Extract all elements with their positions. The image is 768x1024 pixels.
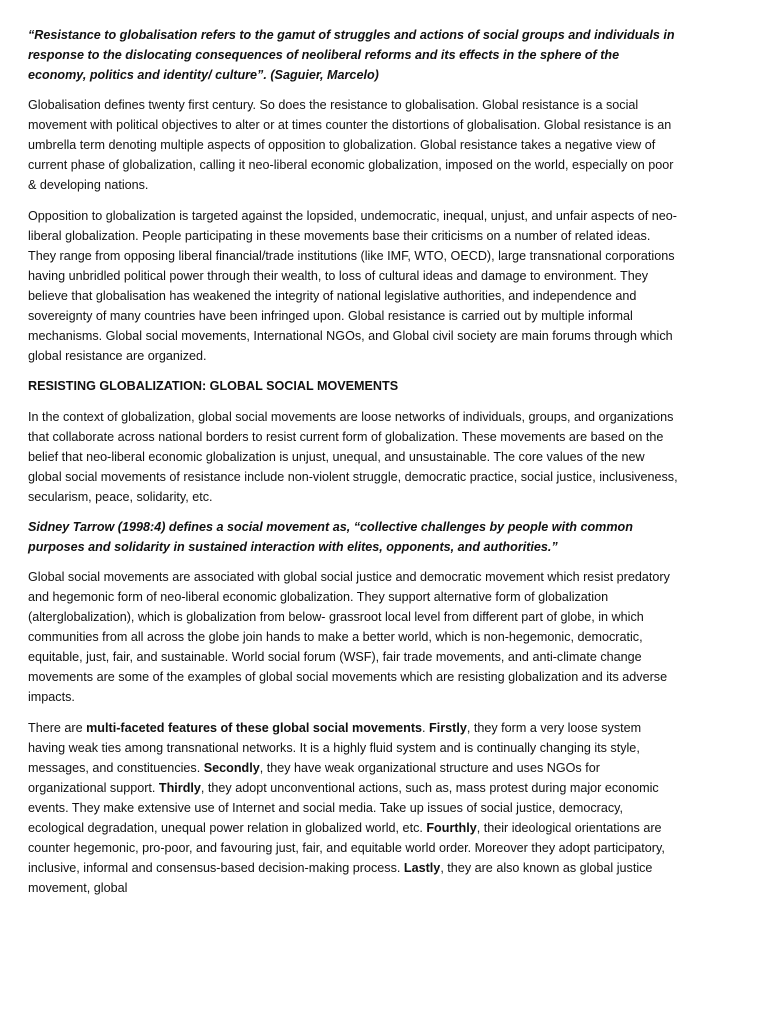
text-span: , they adopt unconventional actions, such as, mass protest during major economic events. They make extensive use of Internet and social media. Take up issues of social justice, democracy, ecological degradation, unequal power relation in globalized world, etc.	[28, 780, 659, 835]
text-span: .	[422, 720, 430, 735]
text-span: , they are also known as global justice movement, global	[28, 860, 653, 895]
text-span: There are	[28, 720, 87, 735]
section-heading: RESISTING GLOBALIZATION: GLOBAL SOCIAL MOVEMENTS	[28, 379, 399, 394]
bold-fourthly: Fourthly	[426, 820, 477, 835]
text-span: , their ideological orientations are counter hegemonic, pro-poor, and favouring just, fair, and equitable world order. Moreover they adopt participatory, inclusive, informal and consensus-based decision-making process.	[28, 820, 665, 875]
tarrow-quote: Sidney Tarrow (1998:4) defines a social movement as, “collective challenges by people with common purposes and solidarity in sustained interaction with elites, opponents, and authorities.”	[28, 519, 633, 554]
paragraph-global-social-movements: Global social movements are associated with global social justice and democratic movement which resist predatory and hegemonic form of neo-liberal economic globalization. They support alternative form of globalization (alterglobalization), which is globalization from below- grassroot local level from different part of globe, in which communities from all across the globe join hands to make a better world, which is non-hegemonic, democratic, equitable, just, fair, and sustainable. World social forum (WSF), fair trade movements, and anti-climate change movements are some of the examples of global social movements which are resisting globalization and its adverse impacts.	[28, 570, 670, 705]
paragraph-features	[28, 718, 680, 898]
bold-secondly: Secondly	[203, 760, 260, 775]
paragraph-globalisation-definition: Globalisation defines twenty first century. So does the resistance to globalisation. Global resistance is a social movement with political objectives to alter or at times counter the distortions of globalisation. Global resistance is an umbrella term denoting multiple aspects of opposition to globalization. Global resistance takes a negative view of current phase of globalization, calling it neo-liberal economic globalization, imposed on the world, especially on poor & developing nations.	[28, 98, 674, 193]
text-span: , they form a very loose system having weak ties among transnational networks. It is a highly fluid system and is continually changing its style, messages, and constituencies.	[28, 720, 642, 775]
bold-lastly: Lastly	[403, 860, 441, 875]
bold-span: multi-faceted features of these global social movements	[86, 720, 423, 735]
bold-thirdly: Thirdly	[158, 780, 201, 795]
paragraph-opposition: Opposition to globalization is targeted against the lopsided, undemocratic, inequal, unjust, and unfair aspects of neo-liberal globalization. People participating in these movements base their criticisms on a number of related ideas. They range from opposing liberal financial/trade institutions (like IMF, WTO, OECD), large transnational corporations having unbridled political power through their wealth, to loss of cultural ideas and damage to environment. They believe that globalisation has weakened the integrity of national legislative authorities, and independence and sovereignty of many countries have been infringed upon. Global resistance is carried out by multiple informal mechanisms. Global social movements, International NGOs, and Global civil society are main forums through which global resistance are organized.	[28, 208, 677, 363]
bold-firstly: Firstly	[429, 720, 467, 735]
opening-quote: “Resistance to globalisation refers to the gamut of struggles and actions of social groups and individuals in response to the dislocating consequences of neoliberal reforms and its effects in the sphere of the economy, politics and identity/ culture”. (Saguier, Marcelo)	[28, 28, 675, 82]
text-span: , they have weak organizational structure and uses NGOs for organizational support.	[28, 760, 600, 795]
paragraph-context: In the context of globalization, global social movements are loose networks of individuals, groups, and organizations that collaborate across national borders to resist current form of globalization. These movements are based on the belief that neo-liberal economic globalization is unjust, unequal, and unsustainable. The core values of the new global social movements of resistance include non-violent struggle, democratic practice, social justice, inclusiveness, secularism, peace, solidarity, etc.	[28, 409, 678, 504]
